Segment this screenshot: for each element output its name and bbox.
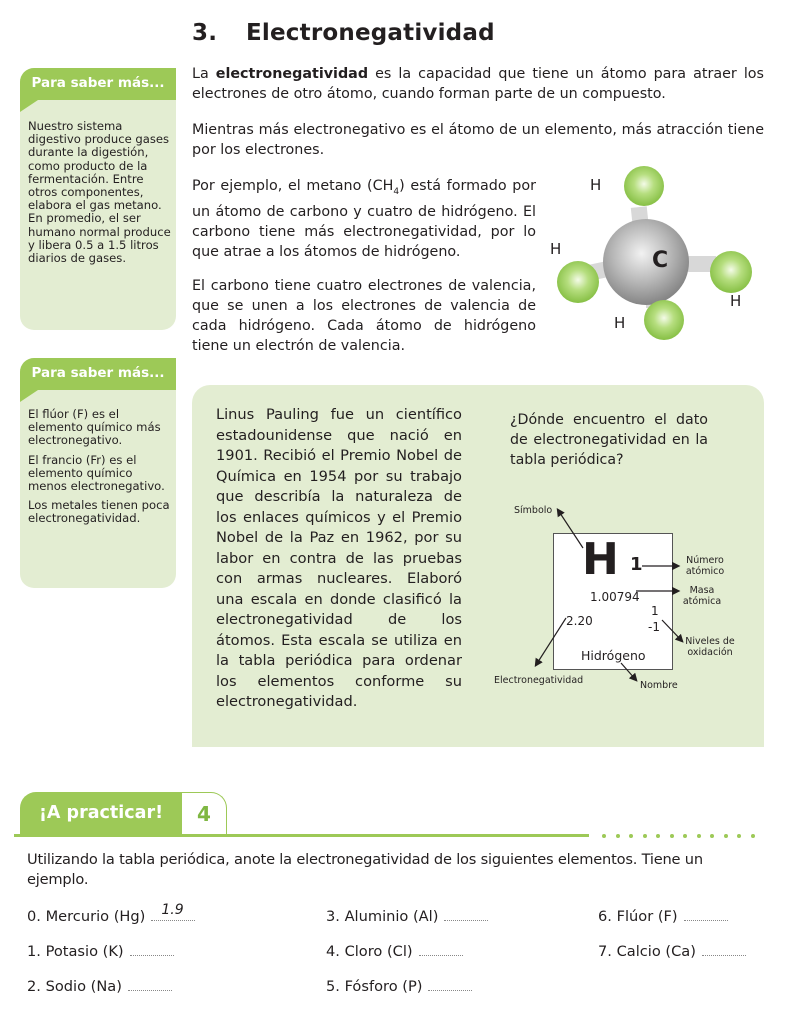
- info-box-digestion: [20, 68, 176, 330]
- answer-blank[interactable]: [419, 941, 463, 956]
- callout-atomic-number: Número atómico: [685, 555, 725, 577]
- hydrogen-label-right: H: [730, 292, 742, 310]
- carbon-label: C: [652, 248, 669, 273]
- answer-blank[interactable]: [128, 976, 172, 991]
- practice-item: 6. Flúor (F): [598, 906, 728, 927]
- element-symbol: H: [582, 534, 619, 585]
- practice-item: 0. Mercurio (Hg) 1.9: [27, 906, 195, 927]
- answer-blank[interactable]: [684, 906, 728, 921]
- practice-item: 5. Fósforo (P): [326, 976, 472, 997]
- practice-item: 3. Aluminio (Al): [326, 906, 488, 927]
- oxidation-state-1: 1: [651, 604, 659, 618]
- info-box-electronegativity-facts: [20, 358, 176, 588]
- info-box-text: El francio (Fr) es el elemento químico menos electronegativo.: [28, 452, 165, 494]
- intro-paragraph-4: El carbono tiene cuatro electrones de valencia, que se unen a los electrones de valencia de cada hidrógeno. Cada átomo de hidrógeno tiene un electrón de valencia.: [192, 278, 536, 354]
- intro-paragraph-1: La electronegatividad es la capacidad que tiene un átomo para atraer los electrones de otro átomo, cuando forman parte de un compuesto.: [192, 66, 764, 102]
- term-electronegatividad: electronegatividad: [215, 66, 369, 82]
- info-box-text: Los metales tienen poca electronegatividad.: [28, 498, 170, 526]
- dotted-divider: [602, 834, 764, 838]
- atomic-number: 1: [630, 554, 643, 575]
- info-box-text: El flúor (F) es el elemento químico más electronegativo.: [28, 407, 161, 448]
- element-name: Hidrógeno: [581, 648, 646, 663]
- answer-blank[interactable]: [702, 941, 746, 956]
- hydrogen-label-left: H: [550, 240, 562, 258]
- info-box-heading: Para saber más...: [20, 68, 176, 100]
- callout-oxidation: Niveles de oxidación: [685, 636, 735, 658]
- answer-blank[interactable]: [444, 906, 488, 921]
- answer-blank[interactable]: 1.9: [151, 906, 195, 921]
- answer-blank[interactable]: [428, 976, 472, 991]
- section-number: 3.: [192, 20, 218, 46]
- practice-instructions: Utilizando la tabla periódica, anote la electronegatividad de los siguientes elementos. Tiene un ejemplo.: [27, 851, 703, 888]
- callout-atomic-mass: Masa atómica: [682, 585, 722, 607]
- section-divider: [14, 834, 589, 837]
- callout-electronegativity: Electronegatividad: [494, 675, 584, 686]
- intro-paragraph-3: Por ejemplo, el metano $(CH_4)$ está formado por un átomo de carbono y cuatro de hidrógeno. El carbono tiene más electronegatividad, por lo que atrae a los átomos de hidrógeno.: [192, 178, 536, 260]
- callout-name: Nombre: [640, 680, 678, 691]
- hydrogen-label-top: H: [590, 176, 602, 194]
- atomic-mass: 1.00794: [590, 590, 640, 604]
- section-title-text: Electronegatividad: [246, 20, 495, 46]
- hydrogen-label-bottom: H: [614, 314, 626, 332]
- oxidation-state-2: -1: [648, 620, 660, 634]
- intro-paragraph-2: Mientras más electronegativo es el átomo de un elemento, más atracción tiene por los electrones.: [192, 122, 764, 158]
- periodic-table-question: ¿Dónde encuentro el dato de electronegatividad en la tabla periódica?: [510, 412, 708, 468]
- practice-item: 7. Calcio (Ca): [598, 941, 746, 962]
- practice-item: 4. Cloro (Cl): [326, 941, 463, 962]
- section-title: [192, 20, 495, 46]
- methane-molecule-illustration: [548, 162, 788, 342]
- pauling-text: Linus Pauling fue un científico estadounidense que nació en 1901. Recibió el Premio Nobel de Química en 1954 por su trabajo que describía la naturaleza de los enlaces químicos y el Premio Nobel de la Paz en 1962, por su labor en contra de las pruebas con armas nucleares. Elaboró una escala en donde clasificó la electronegatividad de los átomos. Esta escala se utiliza en la tabla periódica para ordenar los elementos conforme su electronegatividad.: [216, 406, 462, 710]
- callout-symbol: Símbolo: [514, 505, 553, 516]
- practice-item: 2. Sodio (Na): [27, 976, 172, 997]
- practice-tab: [20, 792, 228, 834]
- answer-blank[interactable]: [130, 941, 174, 956]
- info-box-text: Nuestro sistema digestivo produce gases durante la digestión, como producto de la fermentación. Entre otros componentes, elabora el gas metano. En promedio, el ser humano normal produce y libera 0.5 a 1.5 litros diarios de gases.: [28, 119, 171, 266]
- info-box-heading: Para saber más...: [20, 358, 176, 390]
- practice-tab-number: 4: [182, 792, 227, 834]
- electronegativity-value: 2.20: [566, 614, 593, 628]
- practice-item: 1. Potasio (K): [27, 941, 174, 962]
- practice-tab-label: ¡A practicar!: [20, 792, 182, 834]
